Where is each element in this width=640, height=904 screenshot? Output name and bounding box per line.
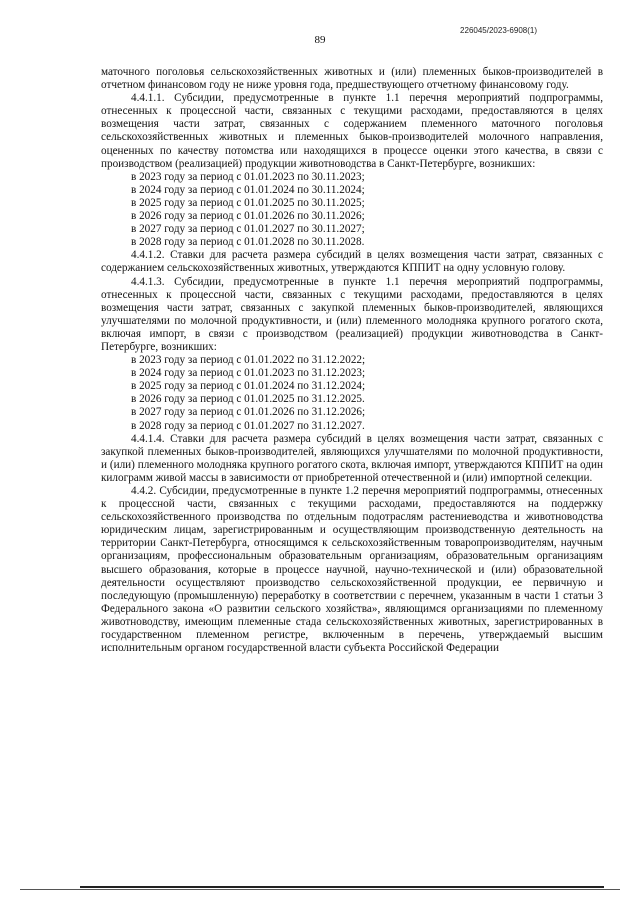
list-item: в 2024 году за период с 01.01.2024 по 30.11.2024; <box>131 183 365 196</box>
document-body <box>101 66 603 655</box>
paragraph-4-4-1-1: 4.4.1.1. Субсидии, предусмотренные в пункте 1.1 перечня мероприятий подпрограммы, отнесенных к процессной части, связанных с текущими расходами, предоставляются в целях возмещения части затрат, связанных с содержанием племенного маточного поголовья сельскохозяйственных животных и племенных быков-производителей молочного направления, оцененных по качеству потомства или находящихся в процессе оценки этого качества, в связи с производством (реализацией) продукции животноводства в Санкт-Петербурге, возникших: <box>101 92 603 170</box>
list-item: в 2025 году за период с 01.01.2024 по 31.12.2024; <box>131 380 366 393</box>
paragraph-4-4-1-3: 4.4.1.3. Субсидии, предусмотренные в пункте 1.1 перечня мероприятий подпрограммы, отнесенных к процессной части, связанных с текущими расходами, предоставляются в целях возмещения части затрат, связанных с закупкой племенных быков-производителей, являющихся улучшателями по молочной продуктивности, и (или) племенного молодняка крупного рогатого скота, включая импорт, в связи с производством (реализацией) продукции животноводства в Санкт-Петербурге, возникших: <box>101 275 603 353</box>
list-item: в 2028 году за период с 01.01.2027 по 31.12.2027. <box>131 419 365 432</box>
paragraph-continuation: маточного поголовья сельскохозяйственных животных и (или) племенных быков-производителей в отчетном финансовом году не ниже уровня года, предшествующего отчетному финансовому году. <box>101 66 603 92</box>
paragraph-4-4-2: 4.4.2. Субсидии, предусмотренные в пункте 1.2 перечня мероприятий подпрограммы, отнесенных к процессной части, связанных с текущими расходами, предоставляются на поддержку сельскохозяйственного производства по отдельным подотраслям растениеводства и животноводства юридическим лицам, зарегистрированным и осуществляющим производственную деятельность на территории Санкт-Петербурга, относящимся к сельскохозяйственным товаропроизводителям, научным организациям, профессиональным образовательным организациям, образовательным организациям высшего образования, которые в процессе научной, научно-технической и (или) образовательной деятельности осуществляют производство сельскохозяйственной продукции, ее первичную и последующую (промышленную) переработку в соответствии с перечнем, указанным в части 1 статьи 3 Федерального закона «О развитии сельского хозяйства», являющимся организациями по племенному животноводству, имеющим племенные стада сельскохозяйственных животных, зарегистрированных в государственном племенном регистре, включенным в перечень, утверждаемый высшим исполнительным органом государственной власти субъекта Российской Федерации <box>101 485 603 655</box>
paragraph-4-4-1-2: 4.4.1.2. Ставки для расчета размера субсидий в целях возмещения части затрат, связанных с содержанием сельскохозяйственных животных, утверждаются КППИТ на одну условную голову. <box>101 249 603 275</box>
list-item: в 2028 году за период с 01.01.2028 по 30.11.2028. <box>131 236 365 249</box>
list-item: в 2026 году за период с 01.01.2026 по 30.11.2026; <box>131 210 365 223</box>
list-item: в 2024 году за период с 01.01.2023 по 31.12.2023; <box>131 367 366 380</box>
page-number: 89 <box>314 34 326 46</box>
list-item: в 2023 году за период с 01.01.2022 по 31.12.2022; <box>131 354 366 367</box>
list-item: в 2025 году за период с 01.01.2025 по 30.11.2025; <box>131 196 365 209</box>
page-bottom-rule <box>80 886 604 888</box>
list-item: в 2026 году за период с 01.01.2025 по 31.12.2025. <box>131 393 365 406</box>
list-item: в 2027 году за период с 01.01.2027 по 30.11.2027; <box>131 223 365 236</box>
list-item: в 2023 году за период с 01.01.2023 по 30.11.2023; <box>131 170 365 183</box>
document-number: 226045/2023-6908(1) <box>460 26 537 35</box>
paragraph-4-4-1-4: 4.4.1.4. Ставки для расчета размера субсидий в целях возмещения части затрат, связанных с закупкой племенных быков-производителей, являющихся улучшателями по молочной продуктивности, и (или) племенного молодняка крупного рогатого скота, включая импорт, утверждаются КППИТ на один килограмм живой массы в зависимости от приобретенной отечественной и (или) импортной селекции. <box>101 432 603 484</box>
list-item: в 2027 году за период с 01.01.2026 по 31.12.2026; <box>131 406 366 419</box>
scan-edge-line <box>20 889 620 890</box>
